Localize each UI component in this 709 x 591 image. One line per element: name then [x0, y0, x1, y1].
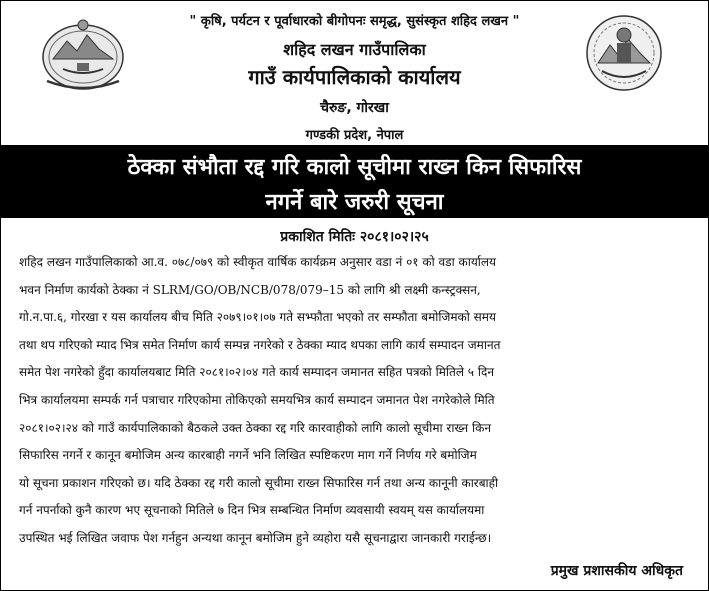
body-line: उपस्थित भई लिखित जवाफ पेश गर्नहुन अन्यथा कानून बमोजिम हुने व्यहोरा यसै सूचनाद्वारा जानकारी गराईन्छ। — [19, 530, 492, 545]
office-name: गाउँ कार्यपालिकाको कार्यालय — [248, 65, 461, 89]
letterhead — [1, 1, 708, 142]
notice-body — [19, 249, 693, 553]
body-line: समेत पेश नगरेको हुँदा कार्यालयबाट मिति २०८१।०२।०४ गते कार्य सम्पादन जमानत सहित पत्रको मितिले ५ दिन — [19, 365, 494, 380]
body-line: यो सूचना प्रकाशन गरिएको छ। यदि ठेक्का रद्द गरी कालो सूचीमा राख्न सिफारिस गर्न तथा अन्य कानूनी कारबाही — [19, 475, 499, 490]
body-line: शहिद लखन गाउँपालिकाको आ.व. ०७८/०७९ को स्वीकृत वार्षिक कार्यक्रम अनुसार वडा नं ०१ को वडा कार्यालय — [19, 255, 496, 269]
notice-title-line-2: नगर्ने बारे जरुरी सूचना — [265, 190, 444, 215]
published-date: प्रकाशित मितिः २०८१।०२।२५ — [280, 229, 429, 245]
body-line: भित्र कार्यालयमा सम्पर्क गर्न पत्राचार गरिएकोमा तोकिएको समयभित्र कार्य सम्पादन जमानत पेश नगरेकोले मिति — [19, 392, 495, 407]
notice-title-banner — [1, 145, 708, 218]
slogan: " कृषि, पर्यटन र पूर्वाधारको बीगोपनः समृद्ध, सुसंस्कृत शहिद लखन " — [189, 14, 520, 29]
municipality-name: शहिद लखन गाउँपालिका — [283, 40, 426, 59]
body-line: तथा थप गरिएको म्याद भित्र समेत निर्माण कार्य सम्पन्न नगरेको र ठेक्का म्याद थपका लागि कार्य सम्पादन जमानत — [19, 337, 501, 352]
municipality-logo-icon — [584, 13, 664, 93]
body-line: गर्न नपर्नाको कुनै कारण भए सूचनाको मितिले ७ दिन भित्र सम्बन्धित निर्माण व्यवसायी स्वयम् यस कार्यालयमा — [19, 503, 485, 518]
province-name: गण्डकी प्रदेश, नेपाल — [305, 128, 404, 143]
body-line: गो.न.पा.६, गोरखा र यस कार्यालय बीच मिति २०७९।०१।०७ गते सभ्फौता भएको तर सम्फौता बमोजिमको समय — [19, 310, 496, 325]
body-line: सिफारिस नगर्ने र कानून बमोजिम अन्य कारबाही नगर्ने भनि लिखित स्पष्टिकरण माग गर्ने निर्णय गरे बमोजिम — [19, 448, 477, 463]
body-line: २०८१।०२।२४ को गाउँ कार्यपालिकाको बैठकले उक्त ठेक्का रद्द गरि कारवाहीको लागि कालो सूचीमा राख्न किन — [19, 420, 492, 435]
office-location: चैरुङ, गोरखा — [320, 100, 389, 116]
notice-title-line-1: ठेक्का संभौता रद्द गरि कालो सूचीमा राख्न किन सिफारिस — [127, 155, 582, 180]
signatory-title: प्रमुख प्रशासकीय अधिकृत — [550, 563, 683, 579]
body-line: भवन निर्माण कार्यको ठेक्का नं SLRM/GO/OB/NCB/078/079–15 को लागि श्री लक्ष्मी कन्स्ट्रक्सन, — [19, 282, 481, 297]
